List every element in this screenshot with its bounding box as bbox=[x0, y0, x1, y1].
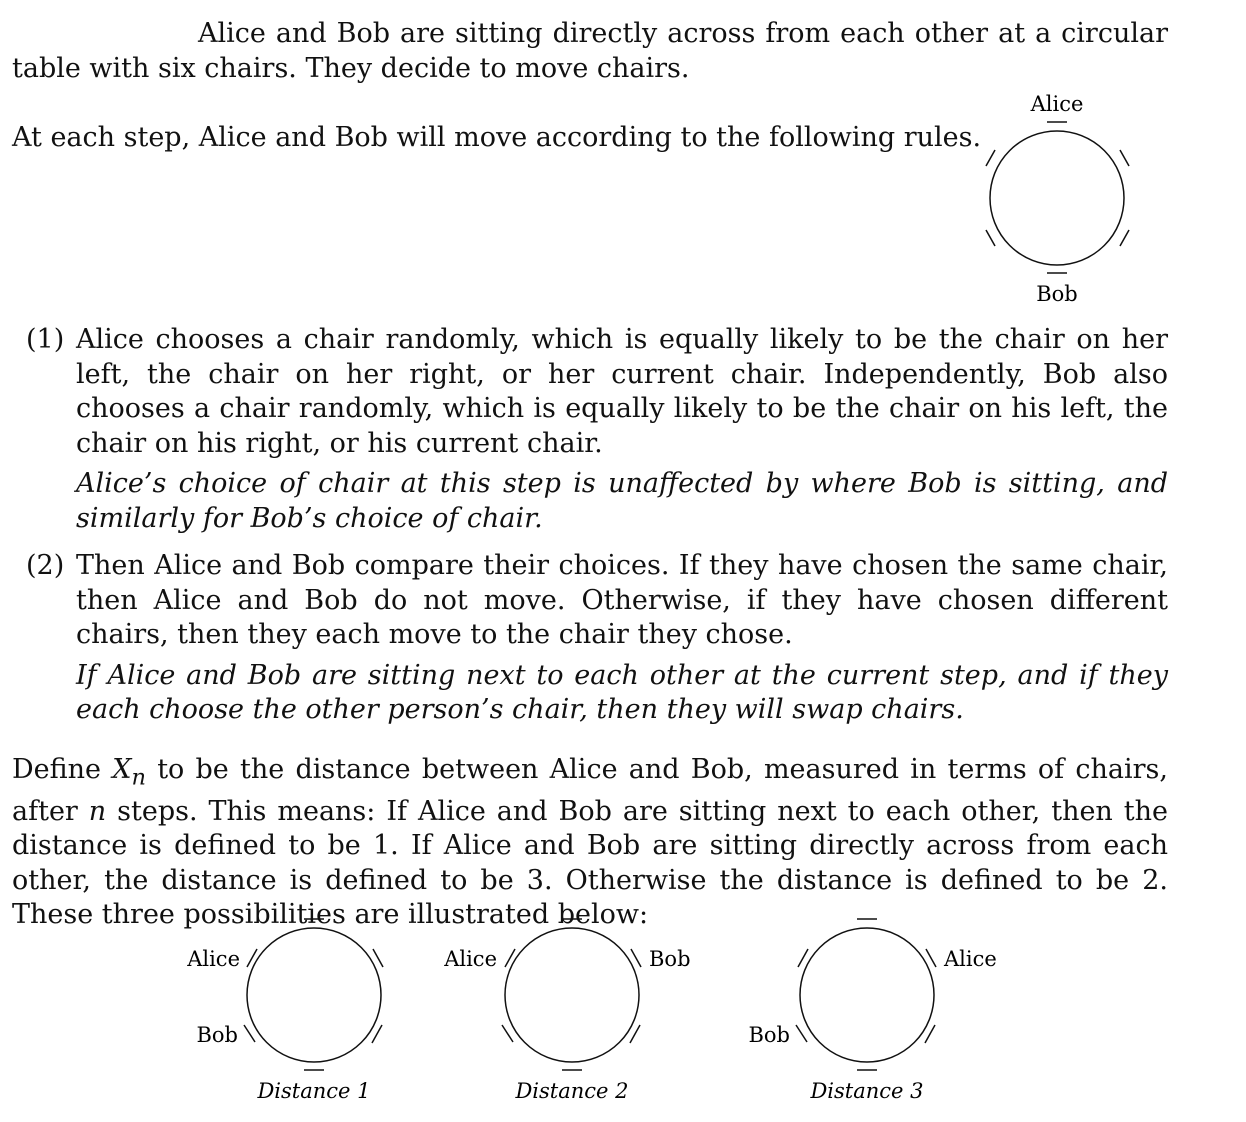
chair-upper-left bbox=[798, 949, 808, 967]
variable-x: X bbox=[112, 754, 132, 785]
chair-lower-right bbox=[372, 1025, 382, 1043]
caption-distance-2: Distance 2 bbox=[515, 1079, 629, 1103]
chair-upper-left bbox=[505, 949, 515, 967]
chair-upper-right bbox=[631, 949, 641, 967]
figure-distance-2 bbox=[443, 919, 690, 1103]
chair-lower-left bbox=[796, 1025, 807, 1042]
alice-label: Alice bbox=[1030, 92, 1084, 116]
table bbox=[990, 131, 1124, 265]
definition-post: steps. This means: If Alice and Bob are sitting next to each other, then the distance is defined to be 1. If Alice and Bob are sitting directly across from each other, the distance is defined to be 3. Otherwise the distance is defined to be 2. These three possibilities are illustrated below: bbox=[12, 795, 1168, 931]
intro-paragraph: Alice and Bob are sitting directly across from each other at a circular table with six chairs. They decide to move chairs. bbox=[12, 18, 1168, 84]
chair-upper-left bbox=[247, 949, 257, 967]
chair-lower-left bbox=[986, 230, 995, 246]
rule-text: Then Alice and Bob compare their choices. If they have chosen the same chair, then Alice and Bob do not move. Otherwise, if they have chosen different chairs, then they each move to the chair they chose. bbox=[76, 550, 1168, 650]
variable-x-subscript: n bbox=[131, 764, 146, 791]
chair-lower-right bbox=[925, 1025, 935, 1043]
rule-1 bbox=[26, 323, 1168, 536]
table-diagram-start bbox=[970, 86, 1160, 310]
chair-lower-right bbox=[1120, 230, 1129, 246]
rule-note: Alice’s choice of chair at this step is unaffected by where Bob is sitting, and similarly for Bob’s choice of chair. bbox=[76, 468, 1168, 534]
distance-figures bbox=[0, 900, 1246, 1110]
rule-number: (2) bbox=[26, 550, 65, 581]
table bbox=[505, 928, 639, 1062]
rule-note: If Alice and Bob are sitting next to each other at the current step, and if they each choose the other person’s chair, then they will swap chairs. bbox=[76, 659, 1168, 725]
caption-distance-3: Distance 3 bbox=[810, 1079, 924, 1103]
rule-2 bbox=[26, 549, 1168, 728]
alice-label: Alice bbox=[444, 947, 497, 971]
chair-lower-left bbox=[502, 1025, 513, 1042]
figure-distance-1 bbox=[186, 919, 383, 1103]
alice-label: Alice bbox=[944, 947, 997, 971]
bob-label: Bob bbox=[649, 947, 691, 971]
chair-upper-left bbox=[986, 150, 995, 166]
rules-intro: At each step, Alice and Bob will move according to the following rules. bbox=[12, 122, 982, 153]
chair-lower-right bbox=[630, 1025, 640, 1043]
chair-upper-right bbox=[926, 949, 936, 967]
variable-n: n bbox=[88, 795, 107, 827]
figure-distance-3 bbox=[748, 919, 996, 1103]
bob-label: Bob bbox=[748, 1023, 790, 1047]
definition-pre: Define bbox=[12, 754, 113, 785]
caption-distance-1: Distance 1 bbox=[257, 1079, 371, 1103]
rule-text: Alice chooses a chair randomly, which is equally likely to be the chair on her left, the chair on her right, or her current chair. Independently, Bob also chooses a chair randomly, which is equally likely to be the chair on his left, the chair on his right, or his current chair. bbox=[76, 324, 1168, 459]
alice-label: Alice bbox=[187, 947, 240, 971]
rule-number: (1) bbox=[26, 324, 65, 355]
table bbox=[800, 928, 934, 1062]
bob-label: Bob bbox=[1036, 282, 1078, 306]
chair-upper-right bbox=[1120, 150, 1129, 166]
table bbox=[247, 928, 381, 1062]
chair-lower-left bbox=[244, 1025, 255, 1042]
definition-mid: to be the distance between Alice and Bob, measured in terms of chairs, after bbox=[12, 754, 1168, 827]
chair-upper-right bbox=[373, 949, 383, 967]
bob-label: Bob bbox=[196, 1023, 238, 1047]
